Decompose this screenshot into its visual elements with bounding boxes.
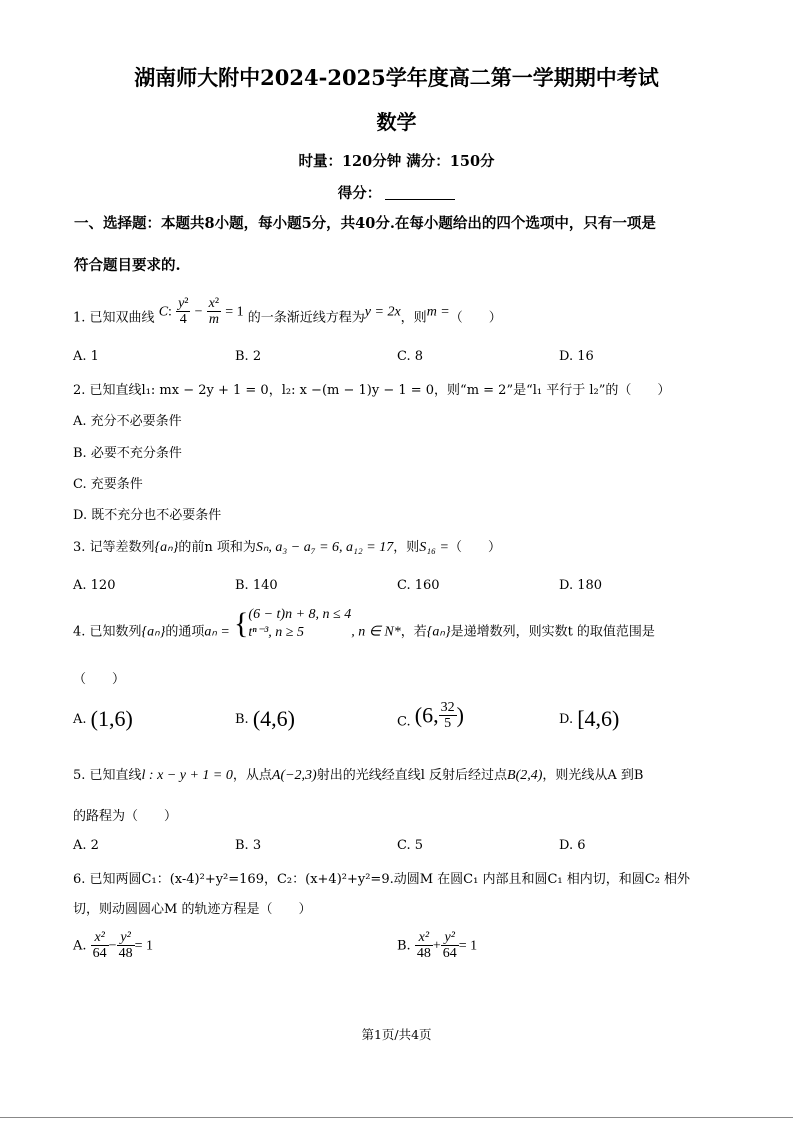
q1-option-a: A. 1 bbox=[73, 349, 99, 364]
q5-point-a: A(−2,3) bbox=[271, 768, 317, 783]
q5-line: l : x − y + 1 = 0 bbox=[141, 768, 233, 783]
q1-asymptote: y = 2x bbox=[364, 304, 401, 320]
q3-condition: Sₙ, a₃ − a₇ = 6, a₁₂ = 17 bbox=[255, 540, 394, 555]
q3-option-b: B. 140 bbox=[235, 578, 278, 593]
q4-option-c: C. (6, $\frac{32}{5}$ ) bbox=[397, 700, 464, 732]
q5-option-a: A. 2 bbox=[73, 838, 99, 853]
q3-seq: {aₙ} bbox=[154, 540, 179, 555]
exam-title: 湖南师大附中2024-2025学年度高二第一学期期中考试 bbox=[134, 65, 659, 90]
q5-option-d: D. 6 bbox=[559, 838, 586, 853]
q4-case1: (6 − t)n + 8, n ≤ 4 bbox=[248, 607, 352, 622]
q2-stem: 2. 已知直线l₁: mx − 2y + 1 = 0，l₂: x −(m − 1)y − 1 = 0，则“m = 2”是“l₁ 平行于 l₂”的（ ） bbox=[73, 383, 671, 398]
score-label: 得分： bbox=[337, 185, 382, 202]
q5-option-c: C. 5 bbox=[397, 838, 424, 853]
q4-option-a: A. (1,6) bbox=[73, 706, 133, 731]
subject-title: 数学 bbox=[376, 110, 417, 134]
q5-stem-line2: 的路程为（ ） bbox=[73, 809, 178, 824]
q6-stem-line2: 切，则动圆圆心M 的轨迹方程是（ ） bbox=[73, 902, 312, 917]
q3-paren: （ ） bbox=[448, 540, 501, 555]
q1-prefix: 1. 已知双曲线 bbox=[73, 310, 155, 326]
q5-option-b: B. 3 bbox=[235, 838, 262, 853]
q2-option-c: C. 充要条件 bbox=[73, 477, 143, 492]
q2-option-a: A. 充分不必要条件 bbox=[73, 414, 182, 429]
q4-domain: , n ∈ N* bbox=[351, 624, 401, 640]
q4-case2: tⁿ⁻³, n ≥ 5 bbox=[248, 625, 304, 640]
q1-option-d: D. 16 bbox=[559, 349, 594, 364]
q3-option-a: A. 120 bbox=[73, 578, 116, 593]
q1-stem: 1. 已知双曲线 C: $\frac{\text{y²}}{4}$ − $\frac{\text{x²}}{m}$ = 1 的一条渐近线方程为y = 2x，则m =（ ） bbox=[73, 296, 502, 328]
section1-heading-line1: 一、选择题：本题共8小题，每小题5分，共40分.在每小题给出的四个选项中，只有一项是 bbox=[74, 215, 656, 232]
q6-option-a: A. $\frac{\text{x²}}{64}$ − $\frac{\text{y²}}{48}$ = 1 bbox=[73, 930, 153, 962]
q3-stem: 3. 记等差数列{aₙ}的前n 项和为Sₙ, a₃ − a₇ = 6, a₁₂ = 17，则S₁₆ =（ ） bbox=[73, 540, 501, 555]
q1-c-label: C bbox=[158, 304, 169, 320]
q3-option-c: C. 160 bbox=[397, 578, 440, 593]
q1-frac-y: $\frac{\text{y²}}{4}$ bbox=[178, 296, 189, 328]
score-blank bbox=[385, 199, 455, 200]
q1-ask: m = bbox=[426, 304, 450, 320]
q1-paren: （ ） bbox=[449, 310, 502, 326]
q1-frac-x: $\frac{\text{x²}}{m}$ bbox=[208, 296, 220, 328]
q4-seq: {aₙ} bbox=[141, 624, 166, 640]
page-footer: 第1页/共4页 bbox=[361, 1027, 432, 1042]
q3-ask: S₁₆ = bbox=[419, 540, 449, 555]
score-line bbox=[0, 182, 793, 203]
q4-option-d: D. [4,6) bbox=[559, 706, 620, 731]
q4-paren: （ ） bbox=[73, 672, 126, 687]
q4-stem: 4. 已知数列{aₙ}的通项aₙ = { (6 − t)n + 8, n ≤ 4 tⁿ⁻³, n ≥ 5 , n ∈ N*，若{aₙ}是递增数列，则实数t 的取值范围是 bbox=[73, 607, 655, 640]
q3-option-d: D. 180 bbox=[559, 578, 603, 593]
q4-an: aₙ = bbox=[204, 624, 230, 640]
q1-middle: 的一条渐近线方程为 bbox=[247, 310, 365, 326]
section1-heading-line2: 符合题目要求的. bbox=[74, 257, 181, 274]
q4-option-b: B. (4,6) bbox=[235, 706, 295, 731]
q5-point-b: B(2,4) bbox=[507, 768, 543, 783]
time-info: 时量：120分钟 满分：150分 bbox=[298, 153, 495, 170]
q4-piecewise: { (6 − t)n + 8, n ≤ 4 tⁿ⁻³, n ≥ 5 bbox=[234, 607, 352, 640]
q2-option-d: D. 既不充分也不必要条件 bbox=[73, 508, 222, 523]
q1-option-b: B. 2 bbox=[235, 349, 262, 364]
q1-eq: = 1 bbox=[225, 304, 244, 320]
q1-option-c: C. 8 bbox=[397, 349, 424, 364]
q5-stem-line1: 5. 已知直线l : x − y + 1 = 0，从点A(−2,3)射出的光线经直线l 反射后经过点B(2,4)，则光线从A 到B bbox=[73, 768, 644, 783]
q6-option-b: B. $\frac{\text{x²}}{48}$ + $\frac{\text{y²}}{64}$ = 1 bbox=[397, 930, 478, 962]
page-bottom-divider bbox=[0, 1117, 793, 1118]
q6-stem-line1: 6. 已知两圆C₁：(x-4)²+y²=169，C₂：(x+4)²+y²=9.动圆M 在圆C₁ 内部且和圆C₁ 相内切，和圆C₂ 相外 bbox=[73, 872, 691, 887]
q2-option-b: B. 必要不充分条件 bbox=[73, 446, 182, 461]
